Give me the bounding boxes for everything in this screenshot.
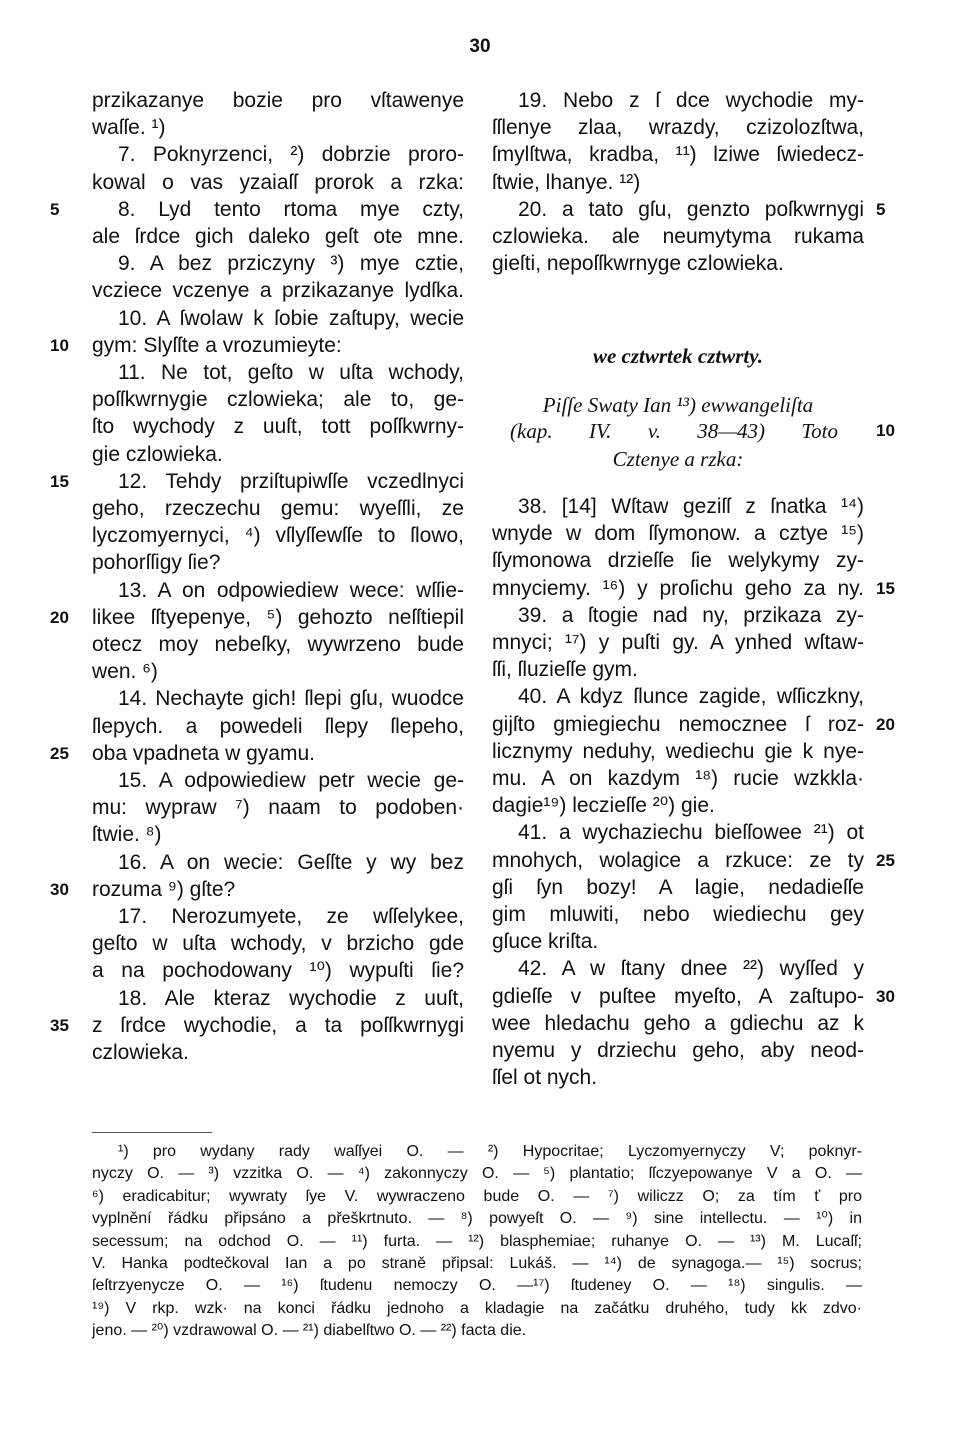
right-line-number: 25 — [876, 850, 895, 870]
left-text-line: 8. Lyd tento rtoma mye czty, — [118, 197, 464, 221]
right-text-line: dagie¹⁹) leczieſſe ²⁰) gie. — [492, 794, 715, 818]
left-text-line: 13. A on odpowiediew wece: wſſie- — [118, 578, 464, 602]
right-text-line: 38. [14] Wſtaw geziſſ z ſnatka ¹⁴) — [518, 495, 864, 518]
left-text-line: rozuma ⁹) gſte? — [92, 877, 236, 901]
right-text-line: czlowieka. ale neumytyma rukama — [492, 225, 864, 248]
right-text-line: gieſti, nepoſſkwrnyge czlowieka. — [492, 252, 784, 276]
footnote-line: nyczy O. — ³) vzzitka O. — ⁴) zakonnyczy O. — ⁵) plantatio; ſſczyepowanye V a O. — — [92, 1165, 862, 1183]
rubric-line: (kap. IV. v. 38—43) Toto — [510, 419, 838, 443]
right-text-line: gdieſſe v puſtee myeſto, A zaſtupo- — [492, 984, 864, 1008]
left-line-number: 15 — [50, 471, 69, 491]
right-text-line: 19. Nebo z ſ dce wychodie my- — [518, 89, 864, 112]
right-text-line: wee hledachu geho a gdiechu az k — [492, 1011, 864, 1035]
right-line-number: 5 — [876, 199, 886, 219]
left-text-line: 17. Nerozumyete, ze wſſelykee, — [118, 905, 464, 928]
footnote-line: ſeſtrzyenycze O. — ¹⁶) ſtudenu nemoczy O. —¹⁷) ſtudeney O. — ¹⁸) singulis. — — [92, 1277, 862, 1295]
left-text-line: 14. Nechayte gich! ſlepi gſu, wuodce — [118, 687, 464, 711]
right-text-line: mnohych, wolagice a rzkuce: ze ty — [492, 848, 864, 872]
footnote-line: jeno. — ²⁰) vzdrawowal O. — ²¹) diabelſtwo O. — ²²) facta die. — [92, 1322, 527, 1340]
left-text-line: geho, rzeczechu gemu: wyeſſli, ze — [92, 497, 464, 520]
footnote-line: vyplnění řádku připsáno a přeškrtnuto. — ⁸) powyeſt O. — ⁹) sine intellectu. — ¹⁰) in — [92, 1210, 862, 1228]
left-text-line: 18. Ale kteraz wychodie z uuſt, — [118, 986, 464, 1010]
left-text-line: ſto wychody z uuſt, tott poſſkwrny- — [92, 415, 464, 439]
right-text-line: wnyde w dom ſſymonow. a cztye ¹⁵) — [492, 522, 864, 546]
left-line-number: 20 — [50, 607, 69, 627]
left-text-line: otecz moy nebeſky, wywrzeno bude — [92, 633, 464, 656]
right-text-line: 42. A w ſtany dnee ²²) wyſſed y — [518, 957, 864, 981]
left-text-line: lyczomyernyci, ⁴) vſlyſſewſſe to ſlowo, — [92, 524, 464, 548]
left-text-line: ale ſrdce gich daleko geſt ote mne. — [92, 225, 464, 248]
left-text-line: likee ſſtyepenye, ⁵) gehozto neſſtiepil — [92, 605, 464, 629]
footnote-line: ¹⁹) V rkp. wzk· na konci řádku jednoho a kladagie na začátku druhého, tudy kk zdvo· — [92, 1299, 862, 1317]
footnote-line: ⁶) eradicabitur; wywraty ſye V. wywraczeno bude O. — ⁷) wiliczz O; za tím ť pro — [92, 1187, 862, 1205]
left-text-line: poſſkwrnygie czlowieka; ale to, ge- — [92, 388, 464, 412]
left-line-number: 5 — [50, 199, 60, 219]
right-text-line: 39. a ſtogie nad ny, przikaza zy- — [518, 603, 864, 627]
left-text-line: 11. Ne tot, geſto w uſta wchody, — [118, 361, 464, 384]
left-text-line: 12. Tehdy prziſtupiwſſe vczedlnyci — [118, 469, 464, 493]
right-text-line: mnyci; ¹⁷) y puſti gy. A ynhed wſtaw- — [492, 631, 864, 654]
left-line-number: 10 — [50, 335, 69, 355]
footnote-line: ¹) pro wydany rady waſſyei O. — ²) Hypocritae; Lyczomyernyczy V; poknyr- — [118, 1143, 862, 1160]
left-line-number: 30 — [50, 879, 69, 899]
footnote-line: secessum; na odchod O. — ¹¹) furta. — ¹²) blasphemiae; ruhanye O. — ¹³) M. Lucaſſ; — [92, 1232, 862, 1250]
right-text-line: ſſi, ſluzieſſe gym. — [492, 658, 638, 682]
left-text-line: 15. A odpowiediew petr wecie ge- — [118, 769, 464, 792]
footnote-line: V. Hanka podtečkoval Ian a po straně připsal: Lukáš. — ¹⁴) de synagoga.— ¹⁵) socrus; — [92, 1255, 862, 1272]
left-text-line: 9. A bez prziczyny ³) mye cztie, — [118, 252, 464, 276]
left-text-line: oba vpadneta w gyamu. — [92, 741, 315, 765]
right-text-line: ſtwie, lhanye. ¹²) — [492, 170, 641, 194]
right-text-line: gſuce kriſta. — [492, 930, 599, 954]
rubric-line: Cztenye a rzka: — [612, 447, 744, 471]
right-text-line: nyemu y drziechu geho, aby neod- — [492, 1039, 864, 1062]
right-text-line: licznymy neduhy, wediechu gie k nye- — [492, 739, 864, 763]
left-line-number: 25 — [50, 743, 69, 763]
left-text-line: przikazanye bozie pro vſtawenye — [92, 89, 464, 112]
left-text-line: pohorſſigy ſie? — [92, 551, 221, 575]
left-text-line: 10. A ſwolaw k ſobie zaſtupy, wecie — [118, 306, 464, 330]
right-text-line: 20. a tato gſu, genzto poſkwrnygi — [518, 197, 864, 221]
left-text-line: vcziece vczenye a przikazanye lydſka. — [92, 279, 464, 303]
page-number: 30 — [469, 36, 491, 57]
right-text-line: ſſlenye zlaa, wrazdy, czizolozſtwa, — [492, 116, 864, 140]
left-text-line: ſtwie. ⁸) — [92, 823, 162, 847]
left-text-line: kowal o vas yzaiaſſ prorok a rzka: — [92, 170, 464, 194]
right-text-line: gim mluwiti, nebo wiediechu gey — [492, 903, 864, 926]
rubric-line: Piſſe Swaty Ian ¹³) ewwangeliſta — [542, 393, 814, 417]
right-text-line: ſmylſtwa, kradba, ¹¹) lziwe ſwiedecz- — [492, 143, 864, 167]
left-text-line: ſlepych. a powedeli ſlepy ſlepeho, — [92, 714, 464, 738]
left-text-line: 7. Poknyrzenci, ²) dobrzie proro- — [118, 143, 464, 167]
left-text-line: wen. ⁶) — [92, 660, 158, 684]
right-text-line: gſi ſyn bozy! A lagie, nedadieſſe — [492, 875, 864, 899]
left-text-line: waſſe. ¹) — [92, 116, 166, 140]
left-text-line: 16. A on wecie: Geſſte y wy bez — [118, 850, 464, 874]
left-text-line: geſto w uſta wchody, v brzicho gde — [92, 932, 464, 956]
right-line-number: 20 — [876, 714, 895, 734]
footnote-separator — [92, 1132, 212, 1133]
right-text-line: ſſymonowa drzieſſe ſie welykymy zy- — [492, 549, 864, 573]
right-line-number: 15 — [876, 578, 895, 598]
right-line-number: 30 — [876, 986, 895, 1006]
right-text-line: gijſto gmiegiechu nemocznee ſ roz- — [492, 712, 864, 736]
right-text-line: mnyciemy. ¹⁶) y proſichu geho za ny. — [492, 576, 864, 600]
left-line-number: 35 — [50, 1015, 69, 1035]
left-text-line: a na pochodowany ¹⁰) wypuſti ſie? — [92, 959, 464, 983]
left-text-line: gie czlowieka. — [92, 442, 223, 466]
right-text-line: 40. A kdyz ſlunce zagide, wſſiczkny, — [518, 685, 864, 709]
right-text-line: ſſel ot nych. — [492, 1066, 598, 1090]
left-text-line: z ſrdce wychodie, a ta poſſkwrnygi — [92, 1013, 464, 1037]
left-text-line: gym: Slyſſte a vrozumieyte: — [92, 333, 342, 357]
left-text-line: czlowieka. — [92, 1041, 189, 1064]
right-text-line: 41. a wychaziechu bieſſowee ²¹) ot — [518, 821, 864, 845]
right-text-line: mu. A on kazdym ¹⁸) rucie wzkkla· — [492, 767, 864, 790]
right-line-number: 10 — [876, 421, 895, 440]
left-text-line: mu: wypraw ⁷) naam to podoben· — [92, 796, 464, 820]
section-heading: we cztwrtek cztwrty. — [592, 344, 764, 368]
